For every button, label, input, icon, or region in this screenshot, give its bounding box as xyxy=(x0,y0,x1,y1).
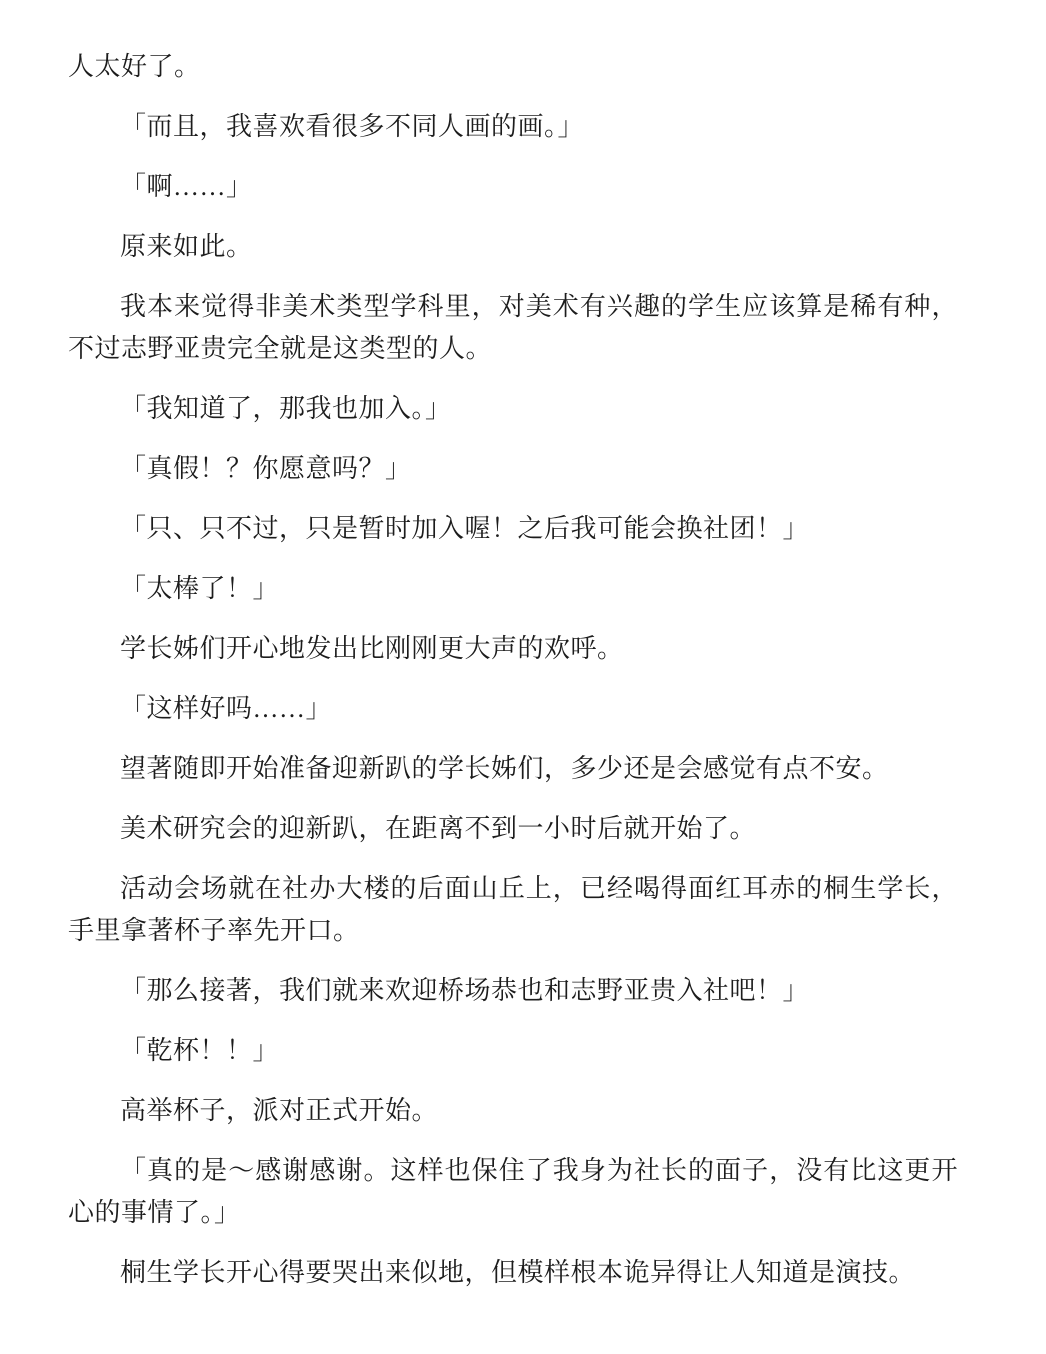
paragraph-dialogue: 「太棒了！」 xyxy=(120,574,280,603)
paragraph-dialogue: 「那么接著，我们就来欢迎桥场恭也和志野亚贵入社吧！」 xyxy=(120,976,810,1005)
paragraph: 高举杯子，派对正式开始。 xyxy=(120,1096,439,1125)
paragraph-dialogue: 「真假！？你愿意吗？」 xyxy=(120,454,412,483)
paragraph-dialogue: 「这样好吗……」 xyxy=(120,694,333,723)
paragraph: 学长姊们开心地发出比刚刚更大声的欢呼。 xyxy=(120,634,624,663)
paragraph: 人太好了。 xyxy=(68,52,201,81)
paragraph: 望著随即开始准备迎新趴的学长姊们，多少还是会感觉有点不安。 xyxy=(120,754,889,783)
paragraph: 我本来觉得非美术类型学科里，对美术有兴趣的学生应该算是稀有种，不过志野亚贵完全就是这类型的人。 xyxy=(68,292,958,363)
paragraph-dialogue: 「真的是～感谢感谢。这样也保住了我身为社长的面子，没有比这更开心的事情了。」 xyxy=(68,1156,958,1227)
paragraph: 原来如此。 xyxy=(120,232,253,261)
paragraph-dialogue: 「而且，我喜欢看很多不同人画的画。」 xyxy=(120,112,585,141)
paragraph-dialogue: 「啊……」 xyxy=(120,172,253,201)
paragraph-dialogue: 「只、只不过，只是暂时加入喔！之后我可能会换社团！」 xyxy=(120,514,810,543)
paragraph-dialogue: 「我知道了，那我也加入。」 xyxy=(120,394,452,423)
paragraph: 桐生学长开心得要哭出来似地，但模样根本诡异得让人知道是演技。 xyxy=(120,1258,916,1287)
paragraph-dialogue: 「乾杯！！」 xyxy=(120,1036,280,1065)
paragraph: 活动会场就在社办大楼的后面山丘上，已经喝得面红耳赤的桐生学长，手里拿著杯子率先开口。 xyxy=(68,874,958,945)
paragraph: 美术研究会的迎新趴，在距离不到一小时后就开始了。 xyxy=(120,814,757,843)
